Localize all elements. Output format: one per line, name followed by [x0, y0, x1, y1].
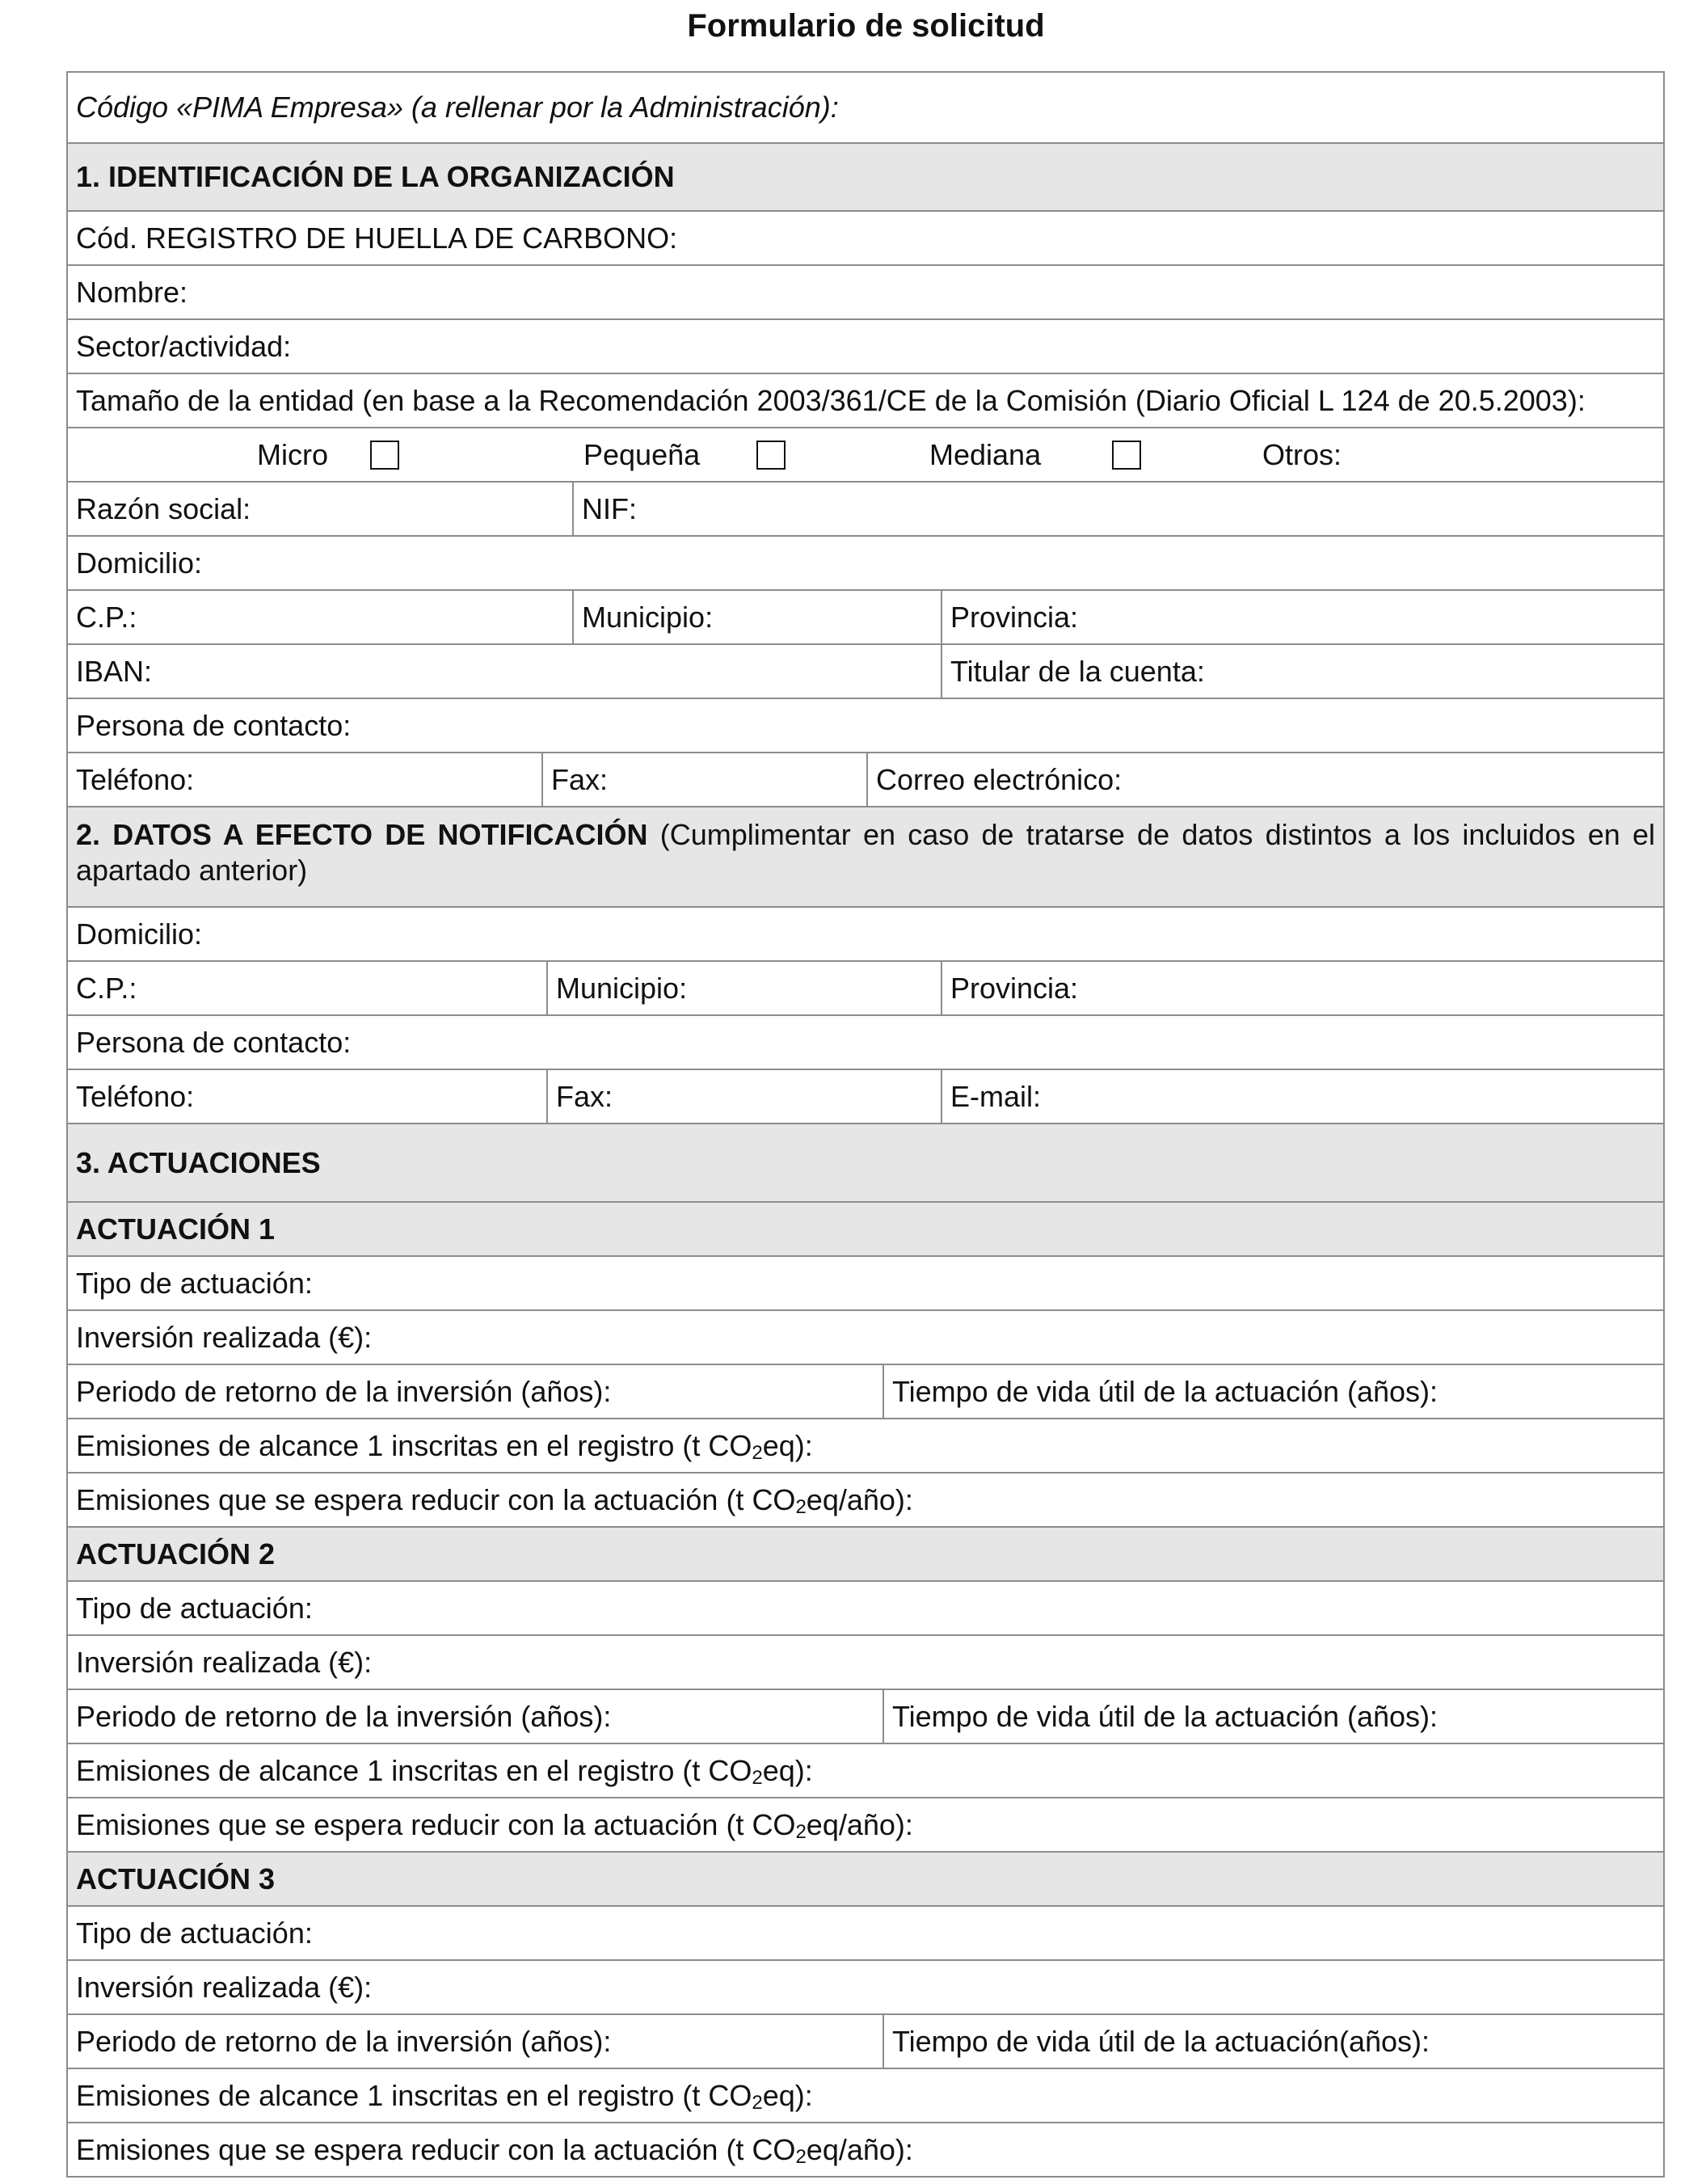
iban-titular-row [68, 643, 1663, 698]
section-2-note: (Cumplimentar en caso de tratarse de datos distintos a los incluidos en el apartado anterior) [76, 818, 1655, 887]
actuacion-1-tipo-label: Tipo de actuación: [76, 1266, 313, 1300]
s2-cp-municipio-provincia-row [68, 960, 1663, 1014]
section-2-title [68, 807, 1663, 906]
razon-social-label: Razón social: [76, 491, 251, 525]
actuacion-1-emisiones-reducir-row[interactable] [68, 1472, 1663, 1526]
size-pequena-label: Pequeña [583, 437, 701, 471]
nif-field[interactable] [572, 483, 1663, 535]
razon-social-field[interactable] [68, 483, 572, 535]
actuacion-1-periodo-vida-row [68, 1364, 1663, 1418]
tamano-label: Tamaño de la entidad (en base a la Recomendación 2003/361/CE de la Comisión (Diario Oficial L 124 de 20.5.2003): [76, 383, 1586, 417]
s2-persona-contacto-row[interactable] [68, 1014, 1663, 1069]
actuacion-3-periodo-vida-row [68, 2013, 1663, 2068]
size-pequena-checkbox[interactable] [756, 441, 786, 470]
actuacion-3-emisiones-reducir-label: Emisiones que se espera reducir con la actuación (t $CO_2eq/año$): [76, 2132, 913, 2168]
correo-label: Correo electrónico: [876, 762, 1123, 796]
section-2-heading: 2. DATOS A EFECTO DE NOTIFICACIÓN [76, 818, 648, 851]
municipio-label: Municipio: [582, 600, 714, 634]
iban-field[interactable] [68, 645, 941, 698]
registro-label: Cód. REGISTRO DE HUELLA DE CARBONO: [76, 221, 678, 255]
actuacion-2-title: ACTUACIÓN 2 [76, 1537, 276, 1571]
application-form [66, 71, 1665, 2178]
actuacion-3-vida-field[interactable] [882, 2015, 1663, 2068]
provincia-label: Provincia: [950, 600, 1079, 634]
actuacion-3-emisiones-registro-row[interactable] [68, 2068, 1663, 2122]
code-row[interactable] [68, 73, 1663, 142]
size-mediana-label: Mediana [929, 437, 1042, 471]
actuacion-1-periodo-field[interactable] [68, 1365, 882, 1418]
s2-domicilio-label: Domicilio: [76, 917, 203, 951]
actuacion-2-emisiones-reducir-label: Emisiones que se espera reducir con la actuación (t $CO_2eq/año$): [76, 1807, 913, 1843]
section-2-header [68, 806, 1663, 906]
actuacion-3-tipo-label: Tipo de actuación: [76, 1916, 313, 1950]
cp-label: C.P.: [76, 600, 137, 634]
s2-domicilio-row[interactable] [68, 906, 1663, 960]
actuacion-1-header [68, 1201, 1663, 1255]
fax-field[interactable] [541, 753, 866, 806]
actuacion-1-tipo-row[interactable] [68, 1255, 1663, 1309]
actuacion-2-periodo-vida-row [68, 1689, 1663, 1743]
s2-email-label: E-mail: [950, 1079, 1042, 1113]
titular-label: Titular de la cuenta: [950, 654, 1205, 688]
actuacion-3-emisiones-reducir-row[interactable] [68, 2122, 1663, 2176]
actuacion-3-tipo-row[interactable] [68, 1905, 1663, 1959]
size-micro-label: Micro [257, 437, 328, 471]
sector-label: Sector/actividad: [76, 329, 292, 363]
s2-telefono-fax-email-row [68, 1069, 1663, 1123]
section-1-header [68, 142, 1663, 210]
cp-municipio-provincia-row [68, 589, 1663, 643]
actuacion-1-emisiones-registro-label: Emisiones de alcance 1 inscritas en el registro (t $CO_2eq$): [76, 1428, 813, 1464]
actuacion-3-periodo-label: Periodo de retorno de la inversión (años): [76, 2024, 612, 2058]
persona-contacto-label: Persona de contacto: [76, 708, 352, 742]
s2-telefono-label: Teléfono: [76, 1079, 195, 1113]
s2-provincia-label: Provincia: [950, 971, 1079, 1005]
actuacion-1-vida-field[interactable] [882, 1365, 1663, 1418]
actuacion-2-emisiones-registro-label: Emisiones de alcance 1 inscritas en el registro (t $CO_2eq$): [76, 1753, 813, 1789]
size-options-row [68, 427, 1663, 481]
s2-persona-contacto-label: Persona de contacto: [76, 1025, 352, 1059]
domicilio-label: Domicilio: [76, 546, 203, 580]
actuacion-1-vida-label: Tiempo de vida útil de la actuación (años): [892, 1374, 1439, 1408]
actuacion-3-inversion-row[interactable] [68, 1959, 1663, 2013]
s2-email-field[interactable] [941, 1070, 1663, 1123]
municipio-field[interactable] [572, 591, 941, 643]
actuacion-1-emisiones-registro-row[interactable] [68, 1418, 1663, 1472]
s2-municipio-label: Municipio: [556, 971, 688, 1005]
s2-cp-label: C.P.: [76, 971, 137, 1005]
actuacion-2-periodo-label: Periodo de retorno de la inversión (años): [76, 1699, 612, 1733]
actuacion-2-vida-field[interactable] [882, 1690, 1663, 1743]
actuacion-1-title: ACTUACIÓN 1 [76, 1212, 276, 1246]
sector-row[interactable] [68, 318, 1663, 373]
section-3-header [68, 1123, 1663, 1201]
registro-row[interactable] [68, 210, 1663, 264]
code-label: Código «PIMA Empresa» (a rellenar por la Administración): [76, 91, 839, 124]
cp-field[interactable] [68, 591, 572, 643]
iban-label: IBAN: [76, 654, 153, 688]
section-1-title: 1. IDENTIFICACIÓN DE LA ORGANIZACIÓN [76, 160, 675, 193]
form-title: Formulario de solicitud [687, 8, 1045, 44]
actuacion-1-periodo-label: Periodo de retorno de la inversión (años): [76, 1374, 612, 1408]
telefono-label: Teléfono: [76, 762, 195, 796]
actuacion-2-emisiones-registro-row[interactable] [68, 1743, 1663, 1797]
actuacion-3-inversion-label: Inversión realizada (€): [76, 1970, 373, 2004]
s2-provincia-field[interactable] [941, 962, 1663, 1014]
nif-label: NIF: [582, 491, 637, 525]
actuacion-3-periodo-field[interactable] [68, 2015, 882, 2068]
actuacion-3-header [68, 1851, 1663, 1905]
section-3-title: 3. ACTUACIONES [76, 1145, 321, 1179]
size-mediana-checkbox[interactable] [1112, 441, 1141, 470]
actuacion-2-emisiones-reducir-row[interactable] [68, 1797, 1663, 1851]
s2-cp-field[interactable] [68, 962, 546, 1014]
actuacion-1-inversion-row[interactable] [68, 1309, 1663, 1364]
s2-fax-field[interactable] [546, 1070, 941, 1123]
provincia-field[interactable] [941, 591, 1663, 643]
actuacion-2-inversion-row[interactable] [68, 1634, 1663, 1689]
actuacion-3-vida-label: Tiempo de vida útil de la actuación(años): [892, 2024, 1430, 2058]
nombre-label: Nombre: [76, 275, 188, 309]
s2-telefono-field[interactable] [68, 1070, 546, 1123]
persona-contacto-row[interactable] [68, 698, 1663, 752]
size-otros-label: Otros: [1262, 437, 1342, 471]
actuacion-3-title: ACTUACIÓN 3 [76, 1861, 276, 1895]
actuacion-2-tipo-row[interactable] [68, 1580, 1663, 1634]
actuacion-2-tipo-label: Tipo de actuación: [76, 1591, 313, 1625]
actuacion-2-header [68, 1526, 1663, 1580]
actuacion-3-emisiones-registro-label: Emisiones de alcance 1 inscritas en el registro (t $CO_2eq$): [76, 2078, 813, 2114]
telefono-field[interactable] [68, 753, 541, 806]
domicilio-row[interactable] [68, 535, 1663, 589]
s2-municipio-field[interactable] [546, 962, 941, 1014]
actuacion-2-periodo-field[interactable] [68, 1690, 882, 1743]
correo-field[interactable] [866, 753, 1663, 806]
razon-nif-row [68, 481, 1663, 535]
s2-fax-label: Fax: [556, 1079, 613, 1113]
telefono-fax-correo-row [68, 752, 1663, 806]
actuacion-1-emisiones-reducir-label: Emisiones que se espera reducir con la actuación (t $CO_2eq/año$): [76, 1482, 913, 1518]
titular-field[interactable] [941, 645, 1663, 698]
tamano-row [68, 373, 1663, 427]
actuacion-1-inversion-label: Inversión realizada (€): [76, 1320, 373, 1354]
size-micro-checkbox[interactable] [370, 441, 399, 470]
fax-label: Fax: [551, 762, 609, 796]
actuacion-2-vida-label: Tiempo de vida útil de la actuación (años): [892, 1699, 1439, 1733]
actuacion-2-inversion-label: Inversión realizada (€): [76, 1645, 373, 1679]
nombre-row[interactable] [68, 264, 1663, 318]
